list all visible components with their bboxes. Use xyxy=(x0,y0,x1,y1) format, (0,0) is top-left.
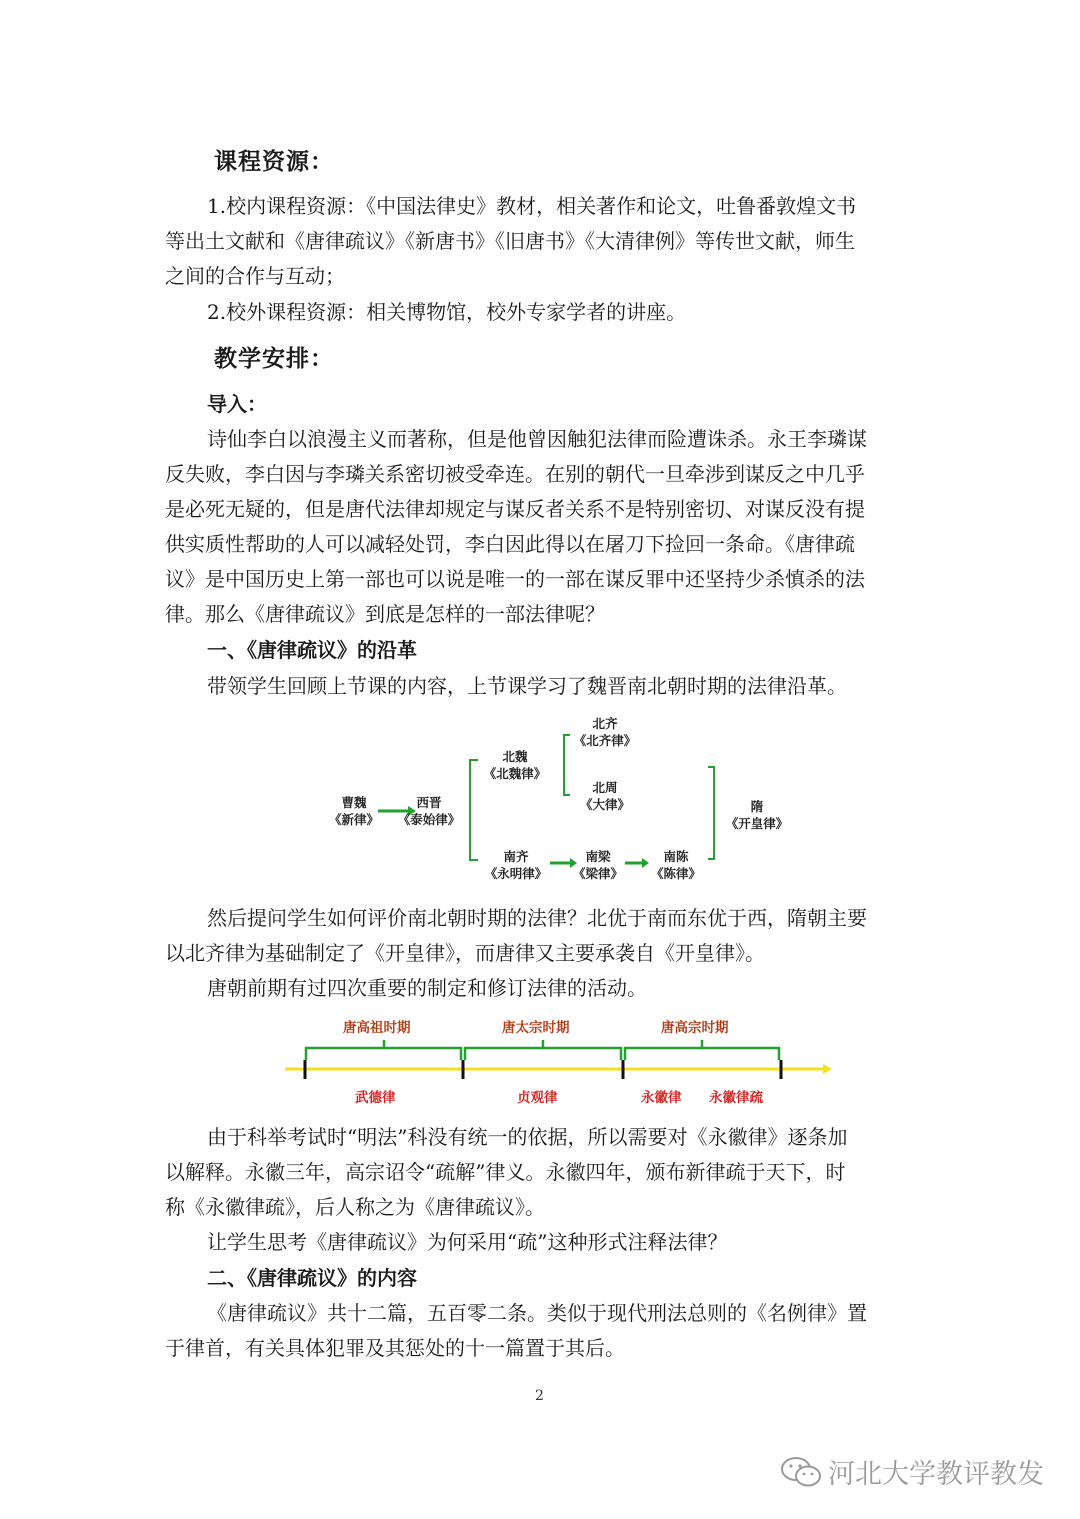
timeline-axis-arrowhead xyxy=(823,1064,832,1074)
intro-line-5: 议》是中国历史上第一部也可以说是唯一的一部在谋反罪中还坚持少杀慎杀的法 xyxy=(165,567,865,591)
part2-line-2: 于律首，有关具体犯罪及其惩处的十一篇置于其后。 xyxy=(165,1336,625,1360)
resources-line-1: 1.校内课程资源：《中国法律史》教材，相关著作和论文，吐鲁番敦煌文书 xyxy=(207,194,857,218)
part1-text: 带领学生回顾上节课的内容，上节课学习了魏晋南北朝时期的法律沿革。 xyxy=(207,674,847,698)
node-caowei-name: 曹魏 xyxy=(341,795,367,810)
period-gaozu: 唐高祖时期 xyxy=(343,1020,411,1036)
after-diagram-line-1: 然后提问学生如何评价南北朝时期的法律？北优于南而东优于西，隋朝主要 xyxy=(207,906,867,930)
after-diagram-line-2: 以北齐律为基础制定了《开皇律》，而唐律又主要承袭自《开皇律》。 xyxy=(165,941,765,965)
node-xijin-name: 西晋 xyxy=(416,795,442,810)
node-beiwei-name: 北魏 xyxy=(502,749,528,764)
resources-line-2: 等出土文献和《唐律疏议》《新唐书》《旧唐书》《大清律例》等传世文献，师生 xyxy=(165,229,855,253)
after-timeline-line-2: 以解释。永徽三年，高宗诏令“疏解”律义。永徽四年，颁布新律疏于天下，时 xyxy=(165,1160,846,1184)
node-beiqi-name: 北齐 xyxy=(592,716,618,731)
node-beiwei-law: 《北魏律》 xyxy=(483,766,547,781)
node-xijin xyxy=(394,794,464,828)
four-revisions-text: 唐朝前期有过四次重要的制定和修订法律的活动。 xyxy=(207,976,647,1000)
after-timeline-line-1: 由于科举考试时“明法”科没有统一的依据，所以需要对《永徽律》逐条加 xyxy=(207,1125,848,1149)
tang-law-timeline xyxy=(285,1010,835,1110)
think-question: 让学生思考《唐律疏议》为何采用“疏”这种形式注释法律？ xyxy=(207,1230,728,1254)
law-yonghui: 永徽律 xyxy=(641,1090,682,1106)
node-nanqi-law: 《永明律》 xyxy=(484,866,548,881)
wechat-icon xyxy=(780,1454,824,1490)
node-sui xyxy=(720,798,794,832)
node-xijin-law: 《泰始律》 xyxy=(397,812,461,827)
teaching-arrangement-heading: 教学安排： xyxy=(214,346,334,372)
node-nanqi-name: 南齐 xyxy=(503,849,529,864)
node-nanliang-name: 南梁 xyxy=(585,849,611,864)
node-nanchen xyxy=(646,848,706,882)
node-nanqi xyxy=(480,848,552,882)
node-nanchen-law: 《陈律》 xyxy=(650,866,701,881)
law-zhenguan: 贞观律 xyxy=(517,1090,558,1106)
node-beiwei xyxy=(480,748,550,782)
node-caowei xyxy=(326,794,382,828)
intro-line-1: 诗仙李白以浪漫主义而著称，但是他曾因触犯法律而险遭诛杀。永王李璘谋 xyxy=(207,427,867,451)
after-timeline-line-3: 称《永徽律疏》，后人称之为《唐律疏议》。 xyxy=(165,1195,545,1219)
legal-evolution-diagram xyxy=(320,710,800,890)
node-beiqi-law: 《北齐律》 xyxy=(573,733,637,748)
course-resources-heading: 课程资源： xyxy=(214,149,334,175)
period-taizong: 唐太宗时期 xyxy=(502,1020,570,1036)
law-wude: 武德律 xyxy=(355,1090,396,1106)
node-caowei-law: 《新律》 xyxy=(328,812,379,827)
node-nanliang-law: 《梁律》 xyxy=(572,866,623,881)
part2-heading: 二、《唐律疏议》的内容 xyxy=(207,1266,417,1290)
intro-line-6: 律。那么《唐律疏议》到底是怎样的一部法律呢？ xyxy=(165,602,605,626)
intro-line-2: 反失败，李白因与李璘关系密切被受牵连。在别的朝代一旦牵涉到谋反之中几乎 xyxy=(165,462,865,486)
node-nanliang xyxy=(568,848,628,882)
node-nanchen-name: 南陈 xyxy=(663,849,689,864)
law-yonghui-shu: 永徽律疏 xyxy=(709,1090,763,1106)
node-beizhou xyxy=(570,779,640,813)
intro-line-4: 供实质性帮助的人可以减轻处罚，李白因此得以在屠刀下捡回一条命。《唐律疏 xyxy=(165,532,855,556)
period-gaozong: 唐高宗时期 xyxy=(661,1020,729,1036)
brace-gaozong xyxy=(625,1040,779,1060)
page-number: 2 xyxy=(535,1388,544,1404)
resources-line-3: 之间的合作与互动； xyxy=(165,264,345,288)
watermark-text: 河北大学教评教发 xyxy=(828,1459,1044,1490)
brace-gaozu xyxy=(306,1040,461,1060)
bracket-left xyxy=(470,760,478,860)
part1-heading: 一、《唐律疏议》的沿革 xyxy=(207,638,417,662)
intro-heading: 导入： xyxy=(207,392,267,416)
part2-line-1: 《唐律疏议》共十二篇，五百零二条。类似于现代刑法总则的《名例律》置 xyxy=(207,1301,867,1325)
node-sui-name: 隋 xyxy=(750,799,764,814)
intro-line-3: 是必死无疑的，但是唐代法律却规定与谋反者关系不是特别密切、对谋反没有提 xyxy=(165,497,865,521)
resources-line-4: 2.校外课程资源：相关博物馆，校外专家学者的讲座。 xyxy=(207,300,687,324)
brace-taizong xyxy=(465,1040,621,1060)
watermark xyxy=(780,1452,1060,1492)
node-beiqi xyxy=(570,715,640,749)
node-beizhou-law: 《大律》 xyxy=(579,797,630,812)
bracket-right xyxy=(708,767,714,859)
node-beizhou-name: 北周 xyxy=(592,780,618,795)
node-sui-law: 《开皇律》 xyxy=(725,816,789,831)
